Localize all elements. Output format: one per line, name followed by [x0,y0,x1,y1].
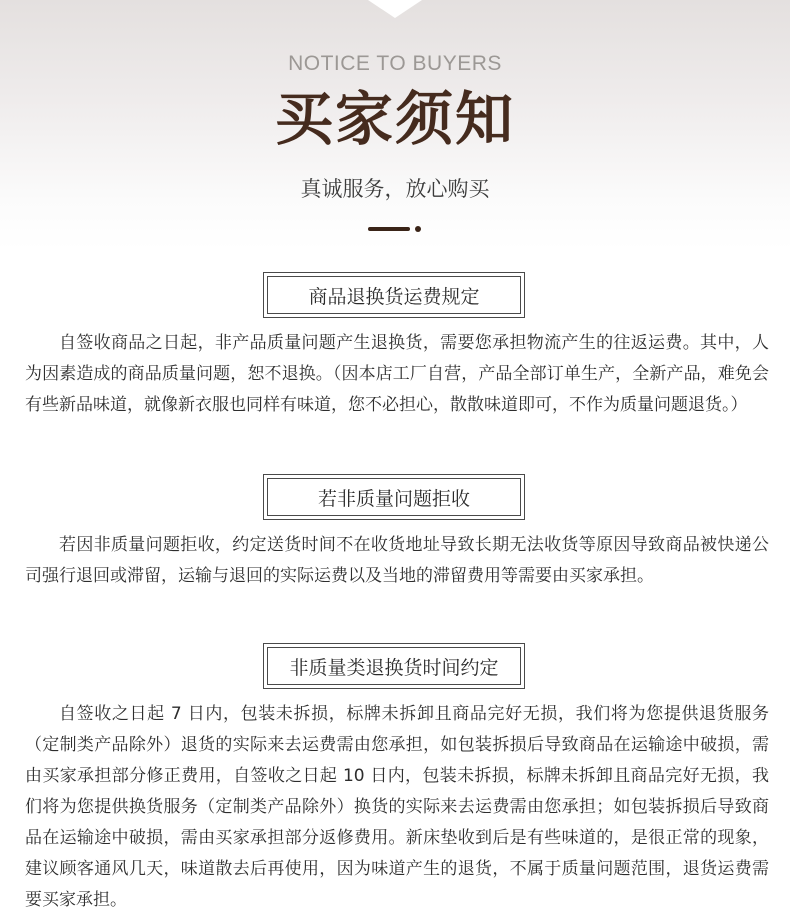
section-heading-return-time [263,643,525,689]
section-heading-label: 非质量类退换货时间约定 [267,647,521,685]
section-body-shipping-fee: 自签收商品之日起，非产品质量问题产生退换货，需要您承担物流产生的往返运费。其中，人为因素造成的商品质量问题，恕不退换。（因本店工厂自营，产品全部订单生产，全新产品，难免会有些新品味道，就像新衣服也同样有味道，您不必担心，散散味道即可，不作为质量问题退货。） [25,333,769,415]
section-heading-label: 商品退换货运费规定 [267,276,521,314]
page-title: 买家须知 [274,85,515,153]
section-heading-refusal [263,474,525,520]
section-body-refusal: 若因非质量问题拒收，约定送货时间不在收货地址导致长期无法收货等原因导致商品被快递公司强行退回或滞留，运输与退回的实际运费以及当地的滞留费用等需要由买家承担。 [25,535,769,586]
english-subtitle: NOTICE TO BUYERS [288,52,502,75]
tagline: 真诚服务，放心购买 [300,177,490,201]
section-heading-label: 若非质量问题拒收 [267,478,521,516]
section-body-return-time: 自签收之日起 7 日内，包装未拆损，标牌未拆卸且商品完好无损，我们将为您提供退货服务（定制类产品除外）退货的实际来去运费需由您承担，如包装拆损后导致商品在运输途中破损，需由买家承担部分修正费用，自签收之日起 10 日内，包装未拆损，标牌未拆卸且商品完好无损，我们将为您提供换货服务（定制类产品除外）换货的实际来去运费需由您承担；如包装拆损后导致商品在运输途中破损，需由买家承担部分返修费用。新床垫收到后是有些味道的，是很正常的现象，建议顾客通风几天，味道散去后再使用，因为味道产生的退货，不属于质量问题范围，退货运费需要买家承担。 [25,704,769,910]
divider-dash-dot-icon [368,224,428,234]
section-heading-shipping-fee [263,272,525,318]
notch-chevron-icon [368,0,422,18]
